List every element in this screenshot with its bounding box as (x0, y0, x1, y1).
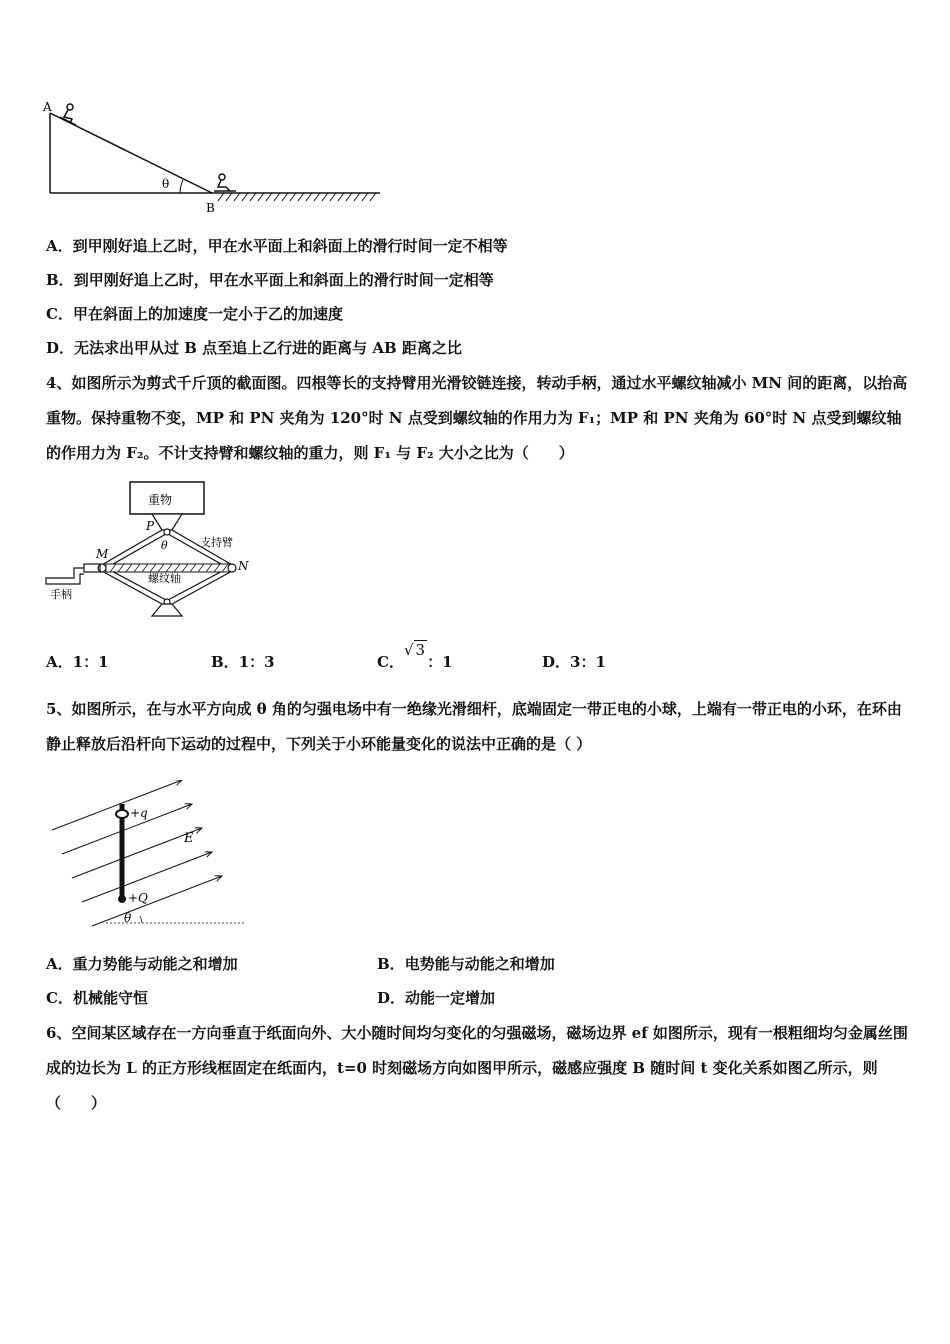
q4-stem: 4、如图所示为剪式千斤顶的截面图。四根等长的支持臂用光滑铰链连接，转动手柄，通过水平螺纹轴减小 MN 间的距离，以抬高重物。保持重物不变，MP 和 PN 夹角为 120°时 N 点受到螺纹轴的作用力为 F₁；MP 和 PN 夹角为 60°时 N 点受到螺纹轴的作用力为 F₂。不计支持臂和螺纹轴的重力，则 F₁ 与 F₂ 大小之比为（ ） (46, 374, 908, 462)
q3-option-a: A．到甲刚好追上乙时，甲在水平面上和斜面上的滑行时间一定不相等 (46, 237, 508, 255)
q4-option-d: D．3：1 (542, 653, 606, 671)
ring-icon (116, 810, 128, 818)
label-b: B (206, 201, 215, 215)
q5-option-d: D．动能一定增加 (377, 989, 496, 1007)
q4-option-a: A．1：1 (46, 653, 109, 671)
m-label: M (96, 547, 109, 561)
field-figure (46, 780, 256, 930)
jack-figure (44, 478, 264, 618)
screw-label: 螺纹轴 (148, 572, 181, 585)
q3-option-d: D．无法求出甲从过 B 点至追上乙行进的距离与 AB 距离之比 (46, 339, 462, 357)
handle-label: 手柄 (50, 588, 72, 601)
q4-option-c: C．√ 3：1 (377, 641, 453, 671)
q3-option-c: C．甲在斜面上的加速度一定小于乙的加速度 (46, 305, 343, 323)
q5-option-c: C．机械能守恒 (46, 989, 148, 1007)
n-label: N (238, 559, 249, 573)
ball-label: +Q (128, 891, 148, 905)
q5-option-b: B．电势能与动能之和增加 (377, 955, 555, 973)
q6-stem: 6、空间某区域存在一方向垂直于纸面向外、大小随时间均匀变化的匀强磁场，磁场边界 ef 如图所示，现有一根粗细均匀金属丝围成的边长为 L 的正方形线框固定在纸面内，t=0 时刻磁场方向如图甲所示，磁感应强度 B 随时间 t 变化关系如图乙所示，则（ ） (46, 1024, 908, 1112)
skier-b-icon (214, 174, 236, 191)
q5-option-a: A．重力势能与动能之和增加 (46, 955, 238, 973)
q4-option-b: B．1：3 (211, 653, 275, 671)
q3-option-b: B．到甲刚好追上乙时，甲在水平面上和斜面上的滑行时间一定相等 (46, 271, 494, 289)
weight-label: 重物 (148, 493, 173, 507)
p-label: P (146, 519, 155, 533)
ball-icon (118, 895, 126, 903)
field-label: E (184, 831, 194, 846)
theta-label-jack: θ (161, 539, 168, 552)
incline-figure (40, 95, 390, 220)
sqrt-three: √ 3 (403, 641, 426, 659)
label-a: A (43, 100, 52, 114)
arm-label: 支持臂 (200, 536, 233, 549)
label-theta: θ (162, 177, 170, 191)
ring-label: +q (130, 806, 148, 820)
q5-stem: 5、如图所示，在与水平方向成 θ 角的匀强电场中有一绝缘光滑细杆，底端固定一带正电的小球，上端有一带正电的小环，在环由静止释放后沿杆向下运动的过程中，下列关于小环能量变化的说法中正确的是（ ） (46, 700, 902, 753)
theta-label-field: θ (124, 911, 132, 925)
